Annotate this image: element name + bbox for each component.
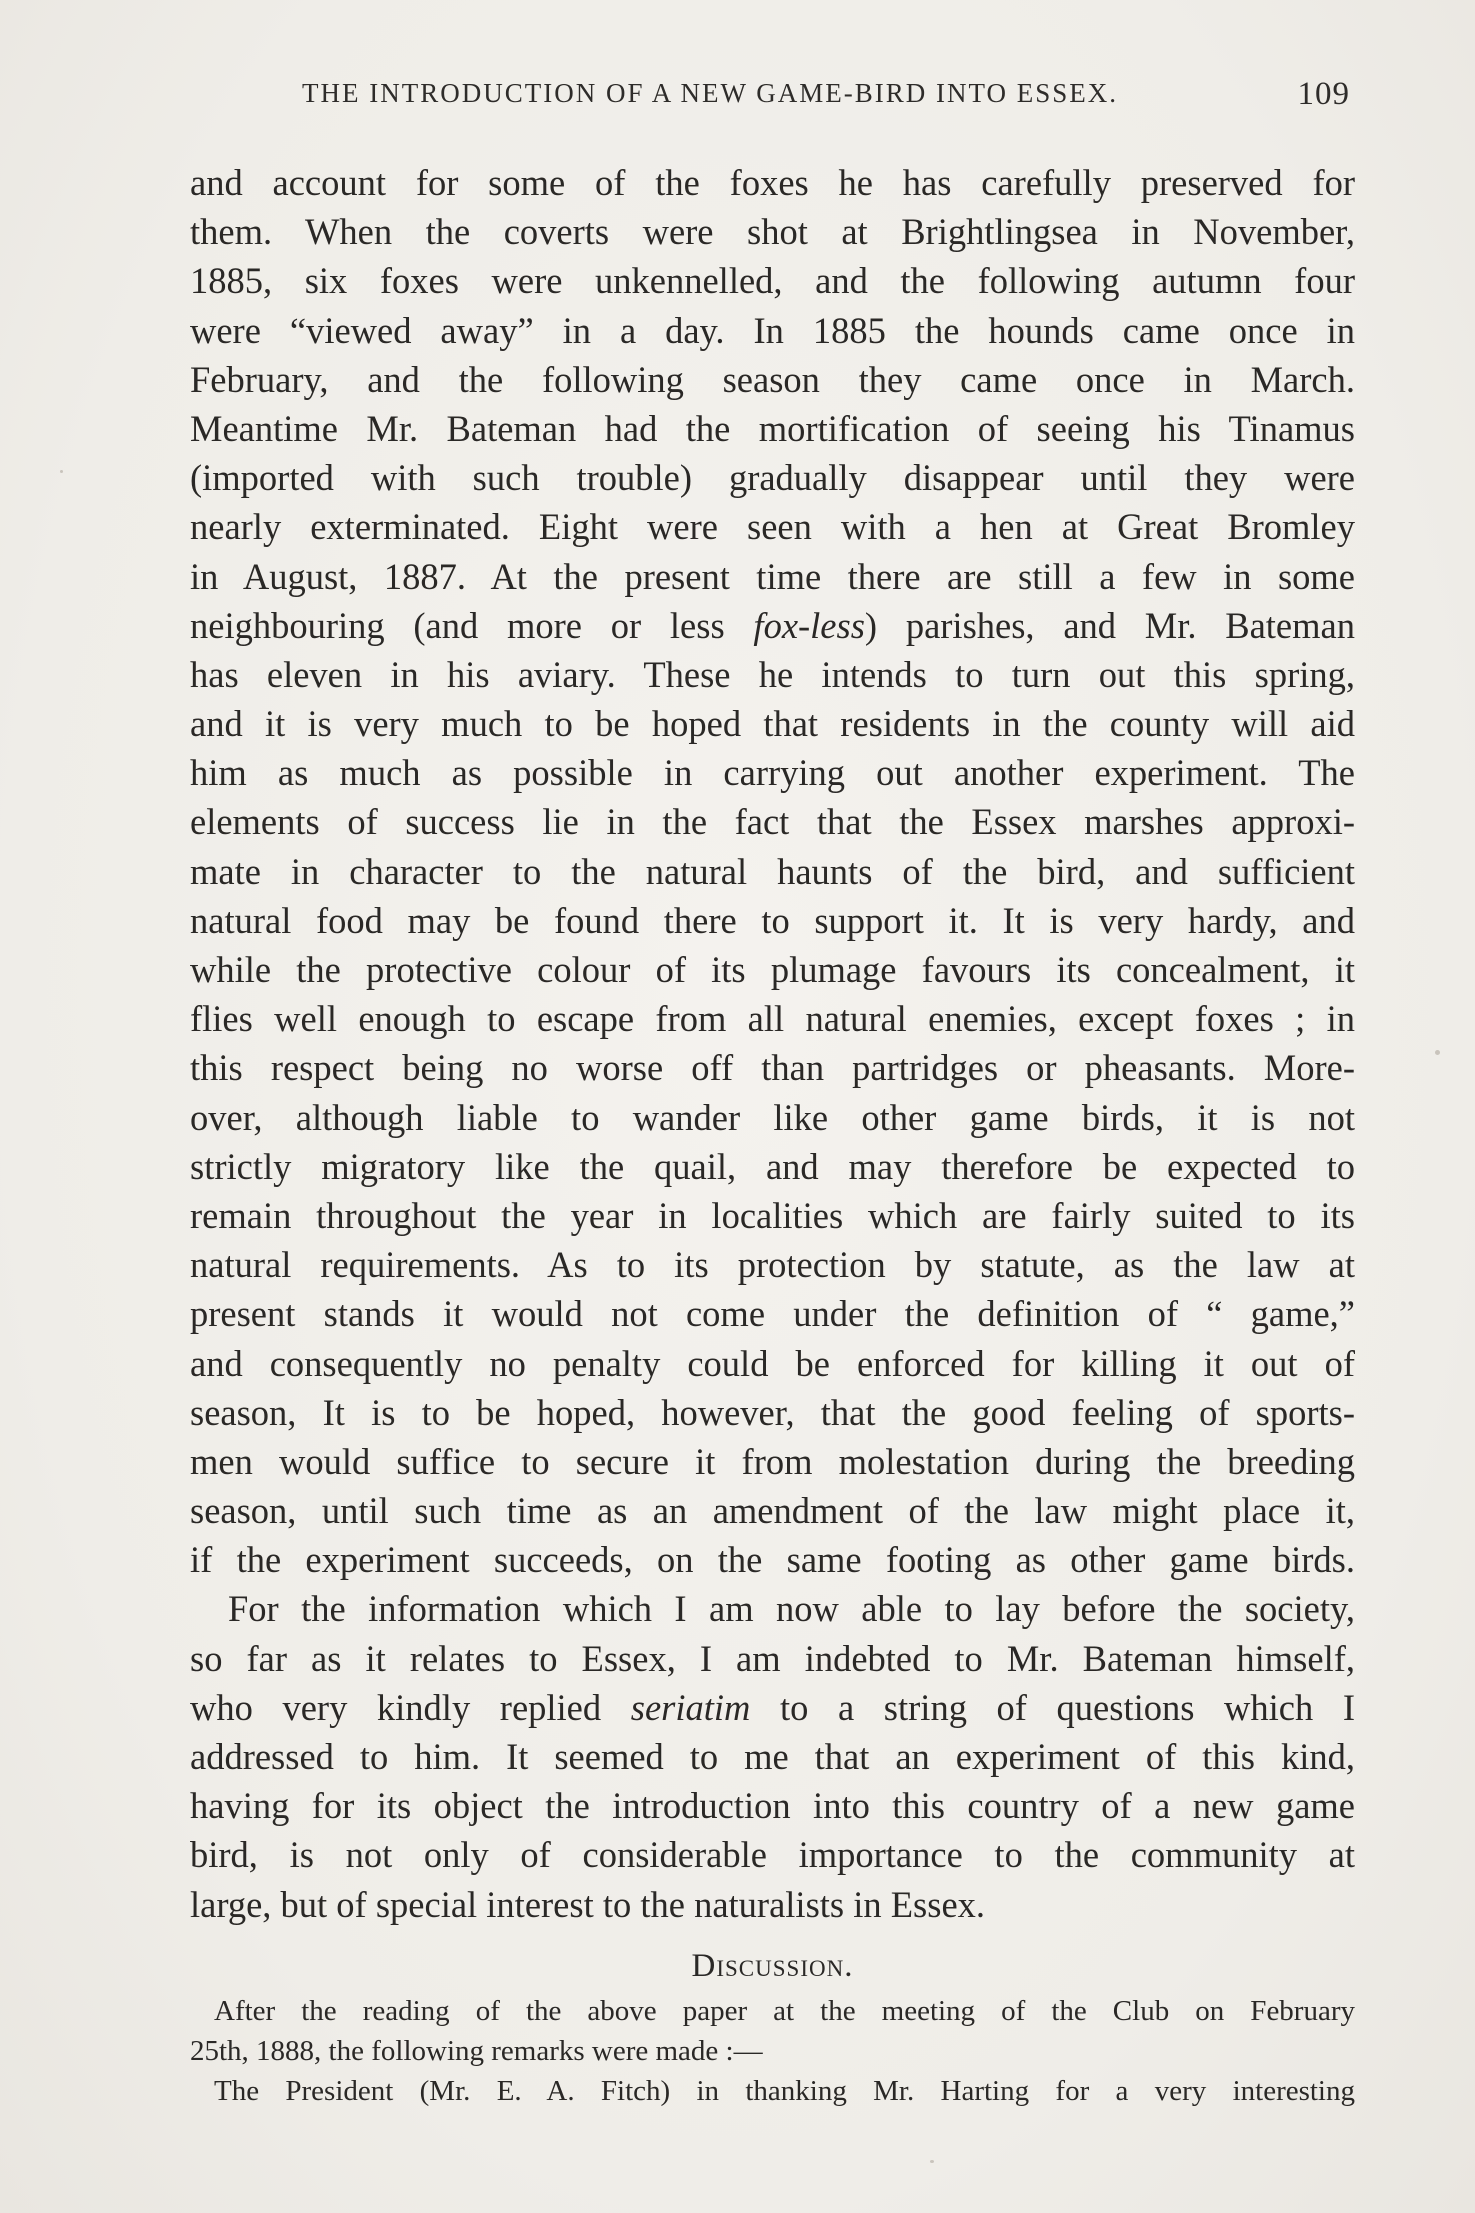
text-line: and consequently no penalty could be enforced for killing it out of <box>190 1342 1355 1384</box>
italic-term: fox-less <box>753 604 865 646</box>
text-line: this respect being no worse off than partridges or pheasants. More- <box>190 1047 1355 1089</box>
text-line: flies well enough to escape from all natural enemies, except foxes ; in <box>190 998 1355 1040</box>
text-line: (imported with such trouble) gradually disappear until they were <box>190 457 1355 499</box>
text-line: and account for some of the foxes he has carefully preserved for <box>190 162 1355 203</box>
text-line: them. When the coverts were shot at Brightlingsea in November, <box>190 211 1355 253</box>
paragraph-first-line: For the information which I am now able to lay before the society, <box>228 1588 1355 1630</box>
discussion-line: After the reading of the above paper at the meeting of the Club on February <box>214 1994 1355 2027</box>
italic-term: seriatim <box>630 1686 751 1728</box>
page-number: 109 <box>1297 76 1350 112</box>
text-run: to a string of questions which I <box>750 1686 1355 1728</box>
text-line: present stands it would not come under the definition of “ game,” <box>190 1293 1355 1335</box>
text-line: having for its object the introduction into this country of a new game <box>190 1785 1355 1827</box>
text-line: so far as it relates to Essex, I am indebted to Mr. Bateman himself, <box>190 1637 1355 1679</box>
text-line: bird, is not only of considerable importance to the community at <box>190 1834 1355 1876</box>
paper-speck <box>60 470 63 473</box>
running-head <box>190 78 1350 118</box>
text-line: nearly exterminated. Eight were seen with a hen at Great Bromley <box>190 506 1355 548</box>
text-line: 1885, six foxes were unkennelled, and the following autumn four <box>190 260 1355 302</box>
text-line-with-italic <box>190 601 1355 650</box>
paper-speck <box>1435 1050 1440 1055</box>
text-line: while the protective colour of its plumage favours its concealment, it <box>190 949 1355 990</box>
text-run: ) parishes, and Mr. Bateman <box>864 604 1355 646</box>
text-line: and it is very much to be hoped that residents in the county will aid <box>190 703 1355 745</box>
body-text <box>190 158 1355 2111</box>
text-line: men would suffice to secure it from molestation during the breeding <box>190 1440 1355 1482</box>
discussion-heading: Discussion. <box>691 1947 854 1984</box>
text-line: elements of success lie in the fact that the Essex marshes approxi- <box>190 801 1355 843</box>
text-run: who very kindly replied <box>190 1686 631 1728</box>
text-line: him as much as possible in carrying out another experiment. The <box>190 752 1355 794</box>
discussion-line: The President (Mr. E. A. Fitch) in thanking Mr. Harting for a very interesting <box>214 2074 1355 2107</box>
text-line: season, It is to be hoped, however, that the good feeling of sports- <box>190 1391 1355 1433</box>
text-line: were “viewed away” in a day. In 1885 the hounds came once in <box>190 309 1355 351</box>
text-line: February, and the following season they came once in March. <box>190 358 1355 400</box>
discussion-line: 25th, 1888, the following remarks were made :— <box>190 2034 763 2067</box>
text-line: addressed to him. It seemed to me that an experiment of this kind, <box>190 1736 1355 1777</box>
text-line: mate in character to the natural haunts of the bird, and sufficient <box>190 850 1355 892</box>
text-line-with-italic <box>190 1683 1355 1732</box>
text-line: natural food may be found there to support it. It is very hardy, and <box>190 899 1355 941</box>
text-line: over, although liable to wander like other game birds, it is not <box>190 1096 1355 1138</box>
text-line: in August, 1887. At the present time there are still a few in some <box>190 555 1355 597</box>
text-line: season, until such time as an amendment of the law might place it, <box>190 1490 1355 1532</box>
text-run: neighbouring (and more or less <box>190 604 754 646</box>
running-title: THE INTRODUCTION OF A NEW GAME-BIRD INTO ESSEX. <box>302 78 1118 108</box>
paragraph-last-line: large, but of special interest to the naturalists in Essex. <box>190 1883 986 1925</box>
text-line: remain throughout the year in localities which are fairly suited to its <box>190 1194 1355 1236</box>
text-line: natural requirements. As to its protection by statute, as the law at <box>190 1244 1355 1286</box>
text-line: has eleven in his aviary. These he intends to turn out this spring, <box>190 653 1355 695</box>
paper-speck <box>930 2160 934 2163</box>
text-line: strictly migratory like the quail, and may therefore be expected to <box>190 1145 1355 1187</box>
text-line: Meantime Mr. Bateman had the mortification of seeing his Tinamus <box>190 407 1355 449</box>
text-line: if the experiment succeeds, on the same footing as other game birds. <box>190 1539 1355 1581</box>
